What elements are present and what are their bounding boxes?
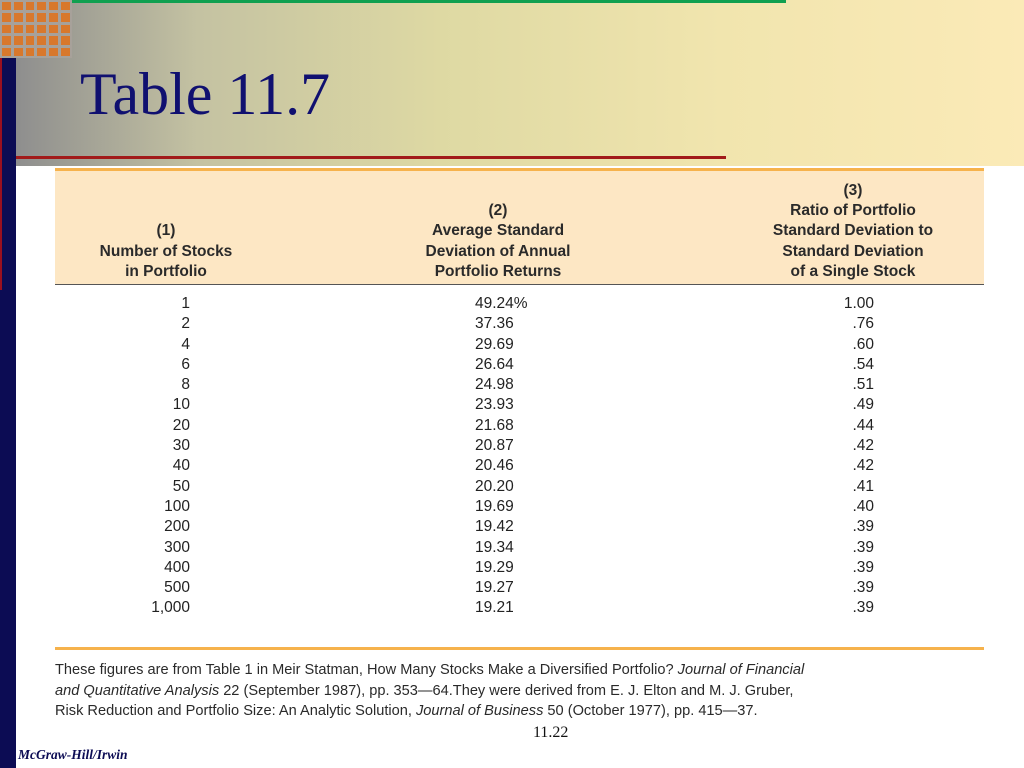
- cell-average-std-dev: 49.24%: [475, 295, 528, 312]
- corner-square: [2, 2, 11, 10]
- corner-square: [2, 13, 11, 21]
- cell-number-of-stocks: 50: [172, 477, 190, 495]
- top-accent-line: [72, 0, 786, 3]
- column-header-line: Average Standard: [431, 222, 565, 240]
- cell-number-of-stocks: 300: [164, 538, 190, 556]
- corner-square: [61, 25, 70, 33]
- slide-title: Table 11.7: [80, 61, 331, 127]
- column-header-line: Portfolio Returns: [434, 262, 562, 280]
- table-row: [55, 335, 984, 355]
- source-publication-name: Journal of Financial: [677, 662, 805, 678]
- cell-average-std-dev: 19.21: [475, 599, 514, 617]
- corner-square: [49, 36, 58, 44]
- cell-number-of-stocks: 500: [164, 579, 190, 597]
- source-line: [55, 660, 984, 681]
- left-side-accent: [0, 58, 2, 290]
- cell-number-of-stocks: 1,000: [151, 599, 190, 617]
- column-header-line: Standard Deviation to: [772, 222, 934, 240]
- corner-square: [49, 48, 58, 56]
- source-text: These figures are from Table 1 in Meir Statman, How Many Stocks Make a Diversified Portfolio?: [55, 662, 678, 678]
- cell-average-std-dev: 37.36: [475, 315, 514, 333]
- source-text: Risk Reduction and Portfolio Size: An Analytic Solution,: [55, 703, 416, 719]
- cell-average-std-dev: 19.69: [475, 497, 514, 515]
- corner-square: [2, 25, 11, 33]
- cell-average-std-dev: 20.20: [475, 477, 514, 495]
- corner-square: [2, 48, 11, 56]
- corner-grid-decoration: [0, 0, 72, 58]
- corner-square: [26, 36, 35, 44]
- source-line: [55, 701, 984, 722]
- column-header-line: (3): [843, 181, 863, 199]
- corner-square: [37, 2, 46, 10]
- cell-ratio: .49: [852, 396, 874, 414]
- table-row: [55, 355, 984, 375]
- publisher-footer: McGraw-Hill/Irwin: [18, 747, 128, 762]
- table-row: [55, 598, 984, 618]
- table-row: [55, 578, 984, 598]
- cell-average-std-dev: 23.93: [475, 396, 514, 414]
- corner-square: [26, 2, 35, 10]
- cell-average-std-dev: 19.42: [475, 518, 514, 536]
- cell-number-of-stocks: 6: [181, 355, 190, 373]
- column-header-number-of-stocks: [55, 221, 277, 282]
- cell-ratio: .41: [852, 477, 874, 495]
- cell-average-std-dev: 24.98: [475, 376, 514, 394]
- source-text: 50 (October 1977), pp. 415—37.: [543, 703, 758, 719]
- corner-square: [37, 25, 46, 33]
- table-row: [55, 436, 984, 456]
- cell-number-of-stocks: 200: [164, 518, 190, 536]
- corner-square: [49, 13, 58, 21]
- table-row: [55, 456, 984, 476]
- corner-square: [61, 36, 70, 44]
- column-header-line: Standard Deviation: [782, 242, 924, 260]
- cell-ratio: .39: [852, 599, 874, 617]
- cell-number-of-stocks: 1: [181, 295, 190, 312]
- corner-square: [14, 48, 23, 56]
- corner-square: [26, 13, 35, 21]
- cell-average-std-dev: 21.68: [475, 416, 514, 434]
- table-header: [55, 171, 984, 285]
- title-underline: [16, 156, 726, 159]
- cell-ratio: .54: [852, 355, 874, 373]
- cell-number-of-stocks: 10: [172, 396, 190, 414]
- cell-average-std-dev: 26.64: [475, 355, 514, 373]
- table-row: [55, 314, 984, 334]
- cell-number-of-stocks: 30: [172, 437, 190, 455]
- table-row: [55, 294, 984, 314]
- table-bottom-rule: [55, 647, 984, 650]
- cell-ratio: .39: [852, 558, 874, 576]
- cell-number-of-stocks: 2: [181, 315, 190, 333]
- corner-square: [37, 36, 46, 44]
- cell-ratio: .60: [852, 335, 874, 353]
- corner-square: [49, 25, 58, 33]
- cell-number-of-stocks: 4: [181, 335, 190, 353]
- cell-number-of-stocks: 40: [172, 457, 190, 475]
- source-note: [55, 660, 984, 722]
- cell-ratio: .39: [852, 579, 874, 597]
- cell-ratio: .51: [852, 376, 874, 394]
- table-row: [55, 497, 984, 517]
- source-line: [55, 681, 984, 702]
- cell-average-std-dev: 29.69: [475, 335, 514, 353]
- cell-average-std-dev: 19.29: [475, 558, 514, 576]
- cell-average-std-dev: 20.46: [475, 457, 514, 475]
- cell-average-std-dev: 20.87: [475, 437, 514, 455]
- cell-ratio: .42: [852, 437, 874, 455]
- source-publication-name: and Quantitative Analysis: [55, 682, 220, 699]
- column-header-line: Number of Stocks: [99, 242, 233, 260]
- corner-square: [49, 2, 58, 10]
- cell-ratio: .44: [852, 416, 874, 434]
- column-header-line: (2): [488, 202, 508, 220]
- cell-ratio: 1.00: [843, 295, 874, 312]
- cell-ratio: .39: [852, 538, 874, 556]
- column-header-line: Deviation of Annual: [425, 242, 571, 260]
- corner-square: [26, 48, 35, 56]
- corner-square: [37, 48, 46, 56]
- corner-square: [26, 25, 35, 33]
- cell-ratio: .76: [852, 315, 874, 333]
- column-header-line: in Portfolio: [125, 262, 207, 280]
- corner-square: [14, 36, 23, 44]
- column-header-line: Ratio of Portfolio: [790, 202, 916, 220]
- cell-number-of-stocks: 8: [181, 376, 190, 394]
- table-row: [55, 517, 984, 537]
- cell-ratio: .40: [852, 497, 874, 515]
- corner-square: [61, 48, 70, 56]
- corner-square: [37, 13, 46, 21]
- cell-average-std-dev: 19.34: [475, 538, 514, 556]
- table-row: [55, 477, 984, 497]
- cell-number-of-stocks: 20: [172, 416, 190, 434]
- corner-square: [61, 2, 70, 10]
- corner-square: [14, 2, 23, 10]
- corner-square: [14, 25, 23, 33]
- table-row: [55, 395, 984, 415]
- table-row: [55, 538, 984, 558]
- cell-ratio: .39: [852, 518, 874, 536]
- cell-number-of-stocks: 400: [164, 558, 190, 576]
- table-body: [55, 285, 984, 631]
- table-row: [55, 375, 984, 395]
- corner-square: [61, 13, 70, 21]
- table-row: [55, 558, 984, 578]
- corner-square: [14, 13, 23, 21]
- column-header-line: (1): [156, 222, 176, 240]
- cell-average-std-dev: 19.27: [475, 579, 514, 597]
- column-header-ratio: [728, 181, 978, 282]
- page-number: 11.22: [533, 724, 569, 741]
- column-header-line: of a Single Stock: [790, 262, 916, 280]
- table-row: [55, 416, 984, 436]
- portfolio-table: [55, 168, 984, 722]
- cell-ratio: .42: [852, 457, 874, 475]
- source-text: 22 (September 1987), pp. 353—64.They were derived from E. J. Elton and M. J. Gruber,: [219, 682, 794, 699]
- left-side-bar: [0, 58, 16, 768]
- corner-square: [2, 36, 11, 44]
- source-publication-name: Journal of Business: [416, 703, 544, 719]
- column-header-average-std-dev: [373, 201, 623, 282]
- cell-number-of-stocks: 100: [164, 497, 190, 515]
